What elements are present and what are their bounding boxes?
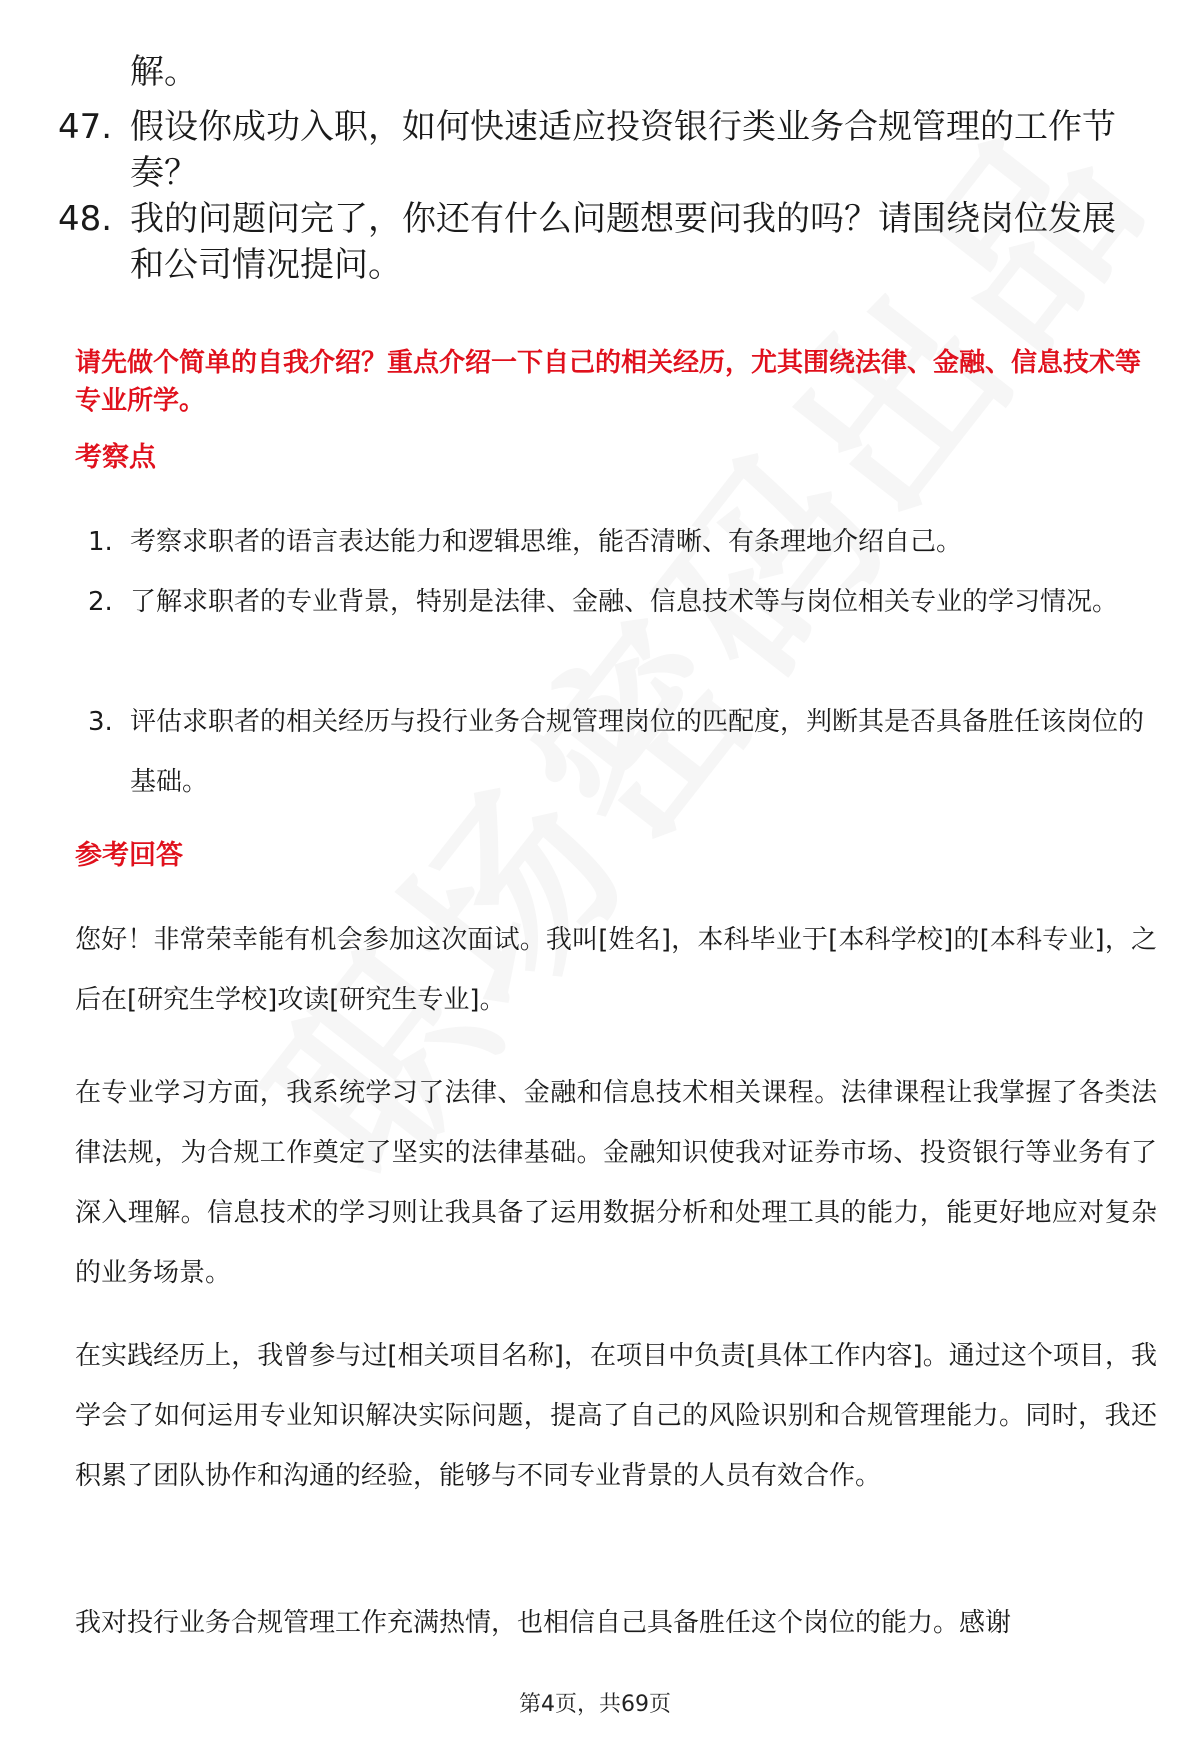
answer-paragraph: 在实践经历上，我曾参与过[相关项目名称]，在项目中负责[具体工作内容]。通过这个项目，我学会了如何运用专业知识解决实际问题，提高了自己的风险识别和合规管理能力。同时，我还积累了团队协作和沟通的经验，能够与不同专业背景的人员有效合作。 (75, 1341, 1157, 1491)
question-text: 假设你成功入职，如何快速适应投资银行类业务合规管理的工作节奏？ (130, 107, 1116, 193)
list-item-text: 考察求职者的语言表达能力和逻辑思维，能否清晰、有条理地介绍自己。 (130, 527, 963, 557)
highlight-question: 请先做个简单的自我介绍？重点介绍一下自己的相关经历，尤其围绕法律、金融、信息技术等专业所学。 (75, 348, 1142, 416)
question-text: 我的问题问完了，你还有什么问题想要问我的吗？请围绕岗位发展和公司情况提问。 (130, 199, 1116, 285)
list-item-text: 了解求职者的专业背景，特别是法律、金融、信息技术等与岗位相关专业的学习情况。 (130, 587, 1119, 617)
question-number: 47. (58, 107, 113, 147)
points-heading: 考察点 (75, 442, 156, 473)
answer-paragraph: 我对投行业务合规管理工作充满热情，也相信自己具备胜任这个岗位的能力。感谢 (75, 1608, 1012, 1638)
answer-paragraph: 在专业学习方面，我系统学习了法律、金融和信息技术相关课程。法律课程让我掌握了各类法律法规，为合规工作奠定了坚实的法律基础。金融知识使我对证券市场、投资银行等业务有了深入理解。信息技术的学习则让我具备了运用数据分析和处理工具的能力，能更好地应对复杂的业务场景。 (75, 1078, 1157, 1288)
list-item-number: 3. (88, 707, 113, 737)
list-item-number: 1. (88, 527, 113, 557)
continuation-text: 解。 (130, 52, 198, 92)
list-item-number: 2. (88, 587, 113, 617)
answer-heading: 参考回答 (75, 840, 183, 871)
answer-paragraph: 您好！非常荣幸能有机会参加这次面试。我叫[姓名]，本科毕业于[本科学校]的[本科专业]，之后在[研究生学校]攻读[研究生专业]。 (75, 925, 1157, 1015)
list-item-text: 评估求职者的相关经历与投行业务合规管理岗位的匹配度，判断其是否具备胜任该岗位的基础。 (130, 707, 1145, 797)
question-number: 48. (58, 199, 113, 239)
page-footer: 第4页，共69页 (519, 1692, 671, 1717)
